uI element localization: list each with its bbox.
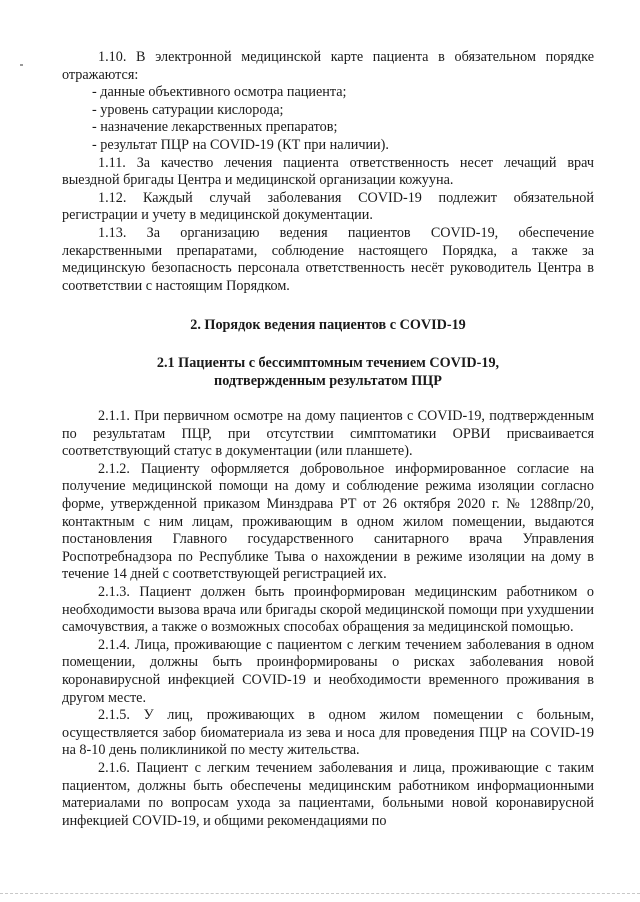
section-2-1-heading-line-1: 2.1 Пациенты с бессимптомным течением COVID-19, <box>156 354 500 371</box>
paragraph-1-11: 1.11. За качество лечения пациента ответственность несет лечащий врач выездной бригады Центра и медицинской организации кожууна. <box>62 154 594 189</box>
paragraph-1-13: 1.13. За организацию ведения пациентов COVID-19, обеспечение лекарственными препаратами, соблюдение настоящего Порядка, а также за медицинскую безопасность персонала ответственность несёт руководитель Центра в соответствии с настоящим Порядком. <box>62 224 594 294</box>
section-2-1-heading <box>62 355 594 390</box>
paragraph-2-1-4: 2.1.4. Лица, проживающие с пациентом с легким течением заболевания в одном помещении, должны быть проинформированы о рисках заболевания новой коронавирусной инфекцией COVID-19 и необходимости временного проживания в другом месте. <box>62 636 594 706</box>
paragraph-1-10: 1.10. В электронной медицинской карте пациента в обязательном порядке отражаются: <box>62 49 594 83</box>
list-item: - уровень сатурации кислорода; <box>92 101 284 118</box>
paragraph-2-1-6: 2.1.6. Пациент с легким течением заболевания и лица, проживающие с таким пациентом, должны быть обеспечены медицинским работником информационными материалами по вопросам ухода за пациентами, больными новой коронавирусной инфекцией COVID-19, и общими рекомендациями по <box>62 759 594 829</box>
list-item: - данные объективного осмотра пациента; <box>92 84 347 101</box>
paragraph-2-1-5: 2.1.5. У лиц, проживающих в одном жилом помещении с больным, осуществляется забор биоматериала из зева и носа для проведения ПЦР на COVID-19 на 8-10 день поликлиникой по месту жительства. <box>62 707 594 759</box>
list-item: - назначение лекарственных препаратов; <box>92 119 338 136</box>
scan-bottom-edge <box>0 893 640 894</box>
section-2-1-heading-line-2: подтвержденным результатом ПЦР <box>214 372 442 389</box>
section-2-heading: 2. Порядок ведения пациентов с COVID-19 <box>190 317 466 334</box>
paragraph-2-1-1: 2.1.1. При первичном осмотре на дому пациентов с COVID-19, подтвержденным по результатам ПЦР, при отсутствии симптоматики ОРВИ присваивается соответствующий статус в документации (или планшете). <box>62 408 594 460</box>
paragraph-2-1-3: 2.1.3. Пациент должен быть проинформирован медицинским работником о необходимости вызова врача или бригады скорой медицинской помощи при ухудшении самочувствия, а также о возможных способах обращения за медицинской помощью. <box>62 584 594 636</box>
paragraph-1-12: 1.12. Каждый случай заболевания COVID-19 подлежит обязательной регистрации и учету в медицинской документации. <box>62 189 594 224</box>
paragraph-2-1-2: 2.1.2. Пациенту оформляется добровольное информированное согласие на получение медицинской помощи на дому и соблюдение режима изоляции согласно форме, утвержденной приказом Минздрава РТ от 26 октября 2020 г. № 1288пр/20, контактным с ним лицам, проживающим в одном жилом помещении, выдаются постановления Главного государственного санитарного врача Управления Роспотребнадзора по Республике Тыва о нахождении в режиме изоляции на дому в течение 14 дней с соответствующей регистрацией их. <box>62 460 594 583</box>
list-item: - результат ПЦР на COVID-19 (КТ при наличии). <box>92 136 389 153</box>
scan-speck <box>20 64 23 66</box>
document-page <box>62 49 594 830</box>
